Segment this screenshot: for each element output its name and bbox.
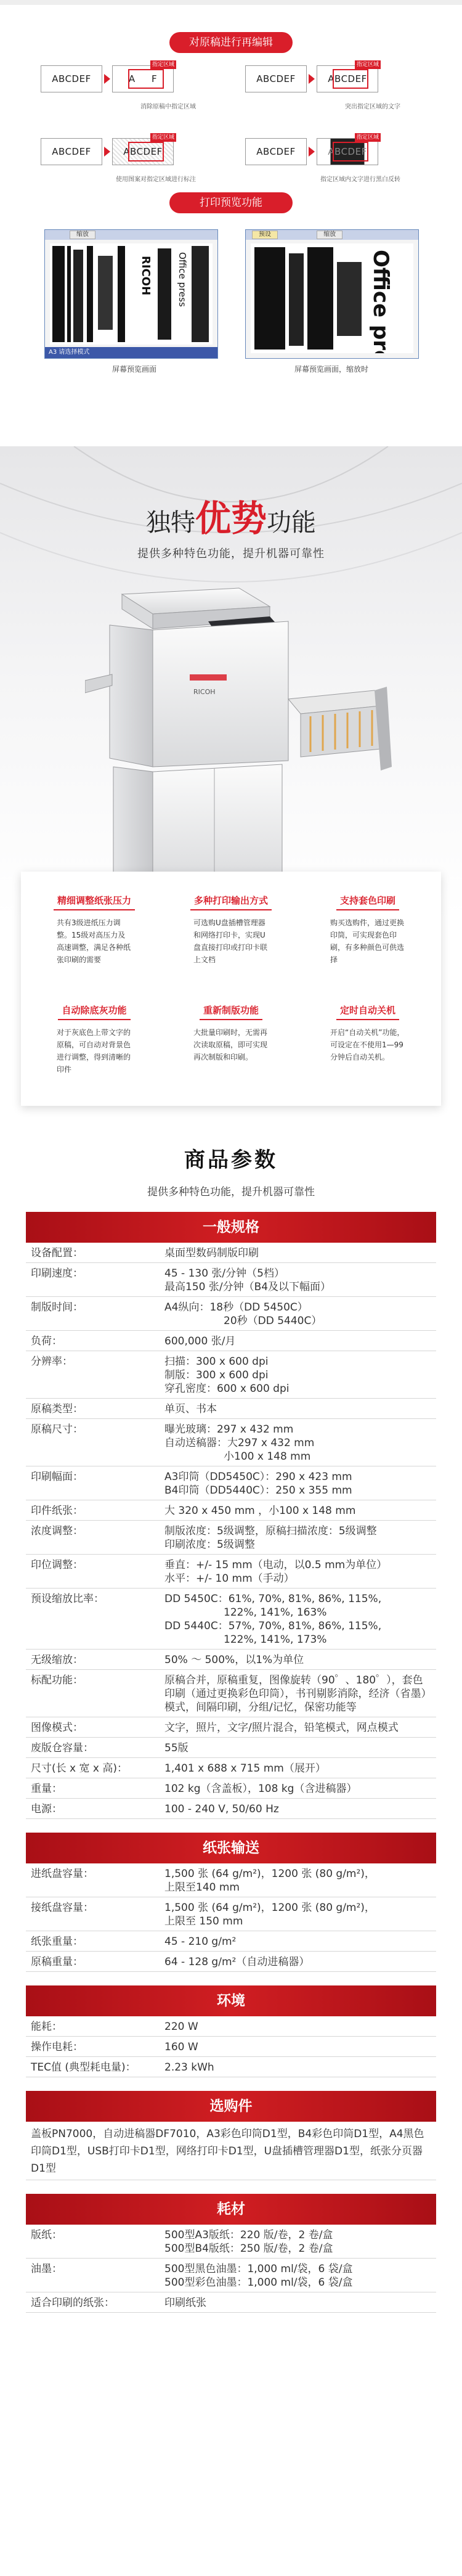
table-row [26,1263,436,1297]
row-key: 图像模式： [31,1722,83,1734]
result-box: ABCDEF [317,138,378,165]
row-value: 160 W [164,2041,198,2053]
table-row [26,1897,436,1931]
table-row [26,2259,436,2292]
svg-text:Office press: Office press [368,250,393,353]
row-key: 原稿重量： [31,1956,83,1968]
table-row [26,1331,436,1351]
table-row [26,1717,436,1738]
preview-canvas [50,243,213,345]
table-row [26,1650,436,1670]
area-tag: 指定区域 [355,60,381,69]
result-box: ABCDEF [112,138,174,165]
table-row [26,2122,436,2180]
area-tag: 指定区域 [355,133,381,142]
table-row [26,2225,436,2259]
row-value: 盖板PN7000，自动进稿器DF7010，A3彩色印筒D1型，B4彩色印筒D1型，A4黑色印筒D1型，USB打印卡D1型，网络打印卡D1型，U盘插槽管理器D1型，纸张分页器D1型 [31,2128,424,2175]
table-row [26,1419,436,1466]
table-row [26,1521,436,1555]
row-value: 印刷纸张 [164,2297,206,2309]
top-band [0,0,462,5]
area-highlight [128,142,164,162]
result-box: ABCDEF [317,65,378,92]
svg-text:Office press: Office press [177,252,188,307]
section-header-general: 一般规格 [26,1212,436,1243]
table-row [26,2292,436,2313]
feature-title: 自动除底灰功能 [58,1004,130,1020]
duplicator-illustration [85,582,393,909]
zoom-button[interactable]: 缩放 [70,231,95,239]
screen-toolbar [246,230,418,240]
feature-remake-master [172,1004,290,1063]
edit-item-pattern [30,134,239,197]
screen-toolbar [45,230,217,240]
row-key: 电源： [31,1803,62,1815]
row-key: 纸张重量： [31,1936,83,1948]
preview-section [0,187,462,446]
row-value: 500型黑色油墨：1,000 ml/袋，6 袋/盒 500型彩色油墨：1,000 ml/袋，6 袋/盒 [164,2263,353,2289]
row-key: 原稿尺寸： [31,1423,83,1436]
table-row [26,1670,436,1717]
row-value: 102 kg（含盖板），108 kg（含进稿器） [164,1783,357,1795]
arrow-right-icon [104,147,110,157]
row-key: 印件纸张： [31,1505,83,1517]
table-row [26,1500,436,1521]
edit-item-erase [30,62,239,125]
table-row [26,1351,436,1399]
svg-text:RICOH: RICOH [193,688,216,696]
row-key: 适合印刷的纸张： [31,2297,115,2309]
row-key: 无级缩放： [31,1654,83,1666]
area-highlight [333,69,368,89]
feature-auto-off [309,1004,426,1063]
spec-subtitle: 提供多种特色功能，提升机器可靠性 [147,1186,315,1198]
row-value: 45 - 210 g/m² [164,1936,237,1948]
row-value: 55版 [164,1742,188,1754]
section-header-paper: 纸张输送 [26,1833,436,1863]
row-key: 尺寸(长 x 宽 x 高)： [31,1762,128,1775]
row-value: 原稿合并，原稿重复，图像旋转（90゜、180゜），套色印刷（通过更换彩色印筒），书刊剔影消除，经济（省墨）模式，间隔印刷，分组/记忆，保密功能等 [164,1674,432,1714]
preset-button[interactable]: 预设 [252,231,278,239]
preview-image-zoom [251,243,413,353]
section-header-options: 选购件 [26,2091,436,2122]
row-value: 大 320 x 450 mm ，小100 x 148 mm [164,1505,356,1517]
row-key: 进纸盘容量： [31,1868,94,1880]
row-value: 制版浓度：5级调整，原稿扫描浓度：5级调整 印刷浓度：5级调整 [164,1525,377,1551]
edit-grid [0,62,462,207]
table-row [26,1243,436,1263]
feature-hero [0,446,462,1118]
row-key: TEC值 (典型耗电量)： [31,2061,136,2074]
feature-title: 多种打印输出方式 [190,894,272,910]
screen-status: A3 请选择模式 [45,347,217,358]
section-header-supplies: 耗材 [26,2194,436,2225]
row-value: 单页、书本 [164,1403,217,1415]
arrow-right-icon [309,74,315,84]
row-value: 1,500 张 (64 g/m²)，1200 张 (80 g/m²)， 上限至 150 mm [164,1902,375,1928]
feature-title: 重新制版功能 [200,1004,262,1020]
row-value: 2.23 kWh [164,2061,214,2074]
row-key: 印刷幅面： [31,1471,83,1483]
hero-heading [0,489,462,561]
row-value: 500型A3版纸：220 版/卷，2 卷/盒 500型B4版纸：250 版/卷，2 卷/盒 [164,2229,333,2255]
row-key: 分辨率： [31,1355,73,1368]
row-value: 600,000 张/月 [164,1335,236,1347]
row-key: 印刷速度： [31,1267,83,1280]
feature-desc: 开启“自动关机”功能，可设定在不使用1—99分钟后自动关机。 [330,1028,405,1061]
original-box: ABCDEF [245,65,307,92]
table-row [26,1297,436,1331]
row-value: 扫描：300 x 600 dpi 制版：300 x 600 dpi 穿孔密度：600 x 600 dpi [164,1355,290,1395]
edit-caption: 指定区域内文字进行黑白反转 [320,176,400,183]
row-key: 设备配置： [31,1247,83,1259]
preview-caption-zoom: 屏幕预览画面，缩放时 [294,365,369,374]
preview-screen-zoom [245,229,419,359]
svg-text:RICOH: RICOH [139,256,152,296]
row-key: 印位调整： [31,1559,83,1571]
table-row [26,1758,436,1778]
row-value: 50% ～ 500%，以1%为单位 [164,1654,304,1666]
spec-title: 商品参数 [184,1148,278,1172]
row-value: DD 5450C：61%, 70%, 81%, 86%, 115%, 122%, 141%, 163% DD 5440C：57%, 70%, 81%, 86%, 115%, 122%, 141%, 173% [164,1593,382,1646]
row-key: 废版仓容量： [31,1742,94,1754]
row-key: 版纸： [31,2229,62,2241]
table-row [26,2057,436,2077]
table-row [26,1931,436,1952]
table-row [26,2016,436,2037]
feature-background-removal [36,1004,153,1076]
row-value: 1,401 x 688 x 715 mm（展开） [164,1762,326,1775]
row-value: 100 - 240 V, 50/60 Hz [164,1803,279,1815]
row-value: 1,500 张 (64 g/m²)，1200 张 (80 g/m²)， 上限至140 mm [164,1868,375,1894]
preview-caption-normal: 屏幕预览画面 [112,365,157,374]
area-highlight [128,69,164,89]
preview-pill: 打印预览功能 [169,192,293,213]
title-pre: 独特 [145,509,195,537]
table-row [26,1952,436,1972]
original-box: ABCDEF [41,138,102,165]
edit-caption: 使用图案对指定区域进行标注 [116,176,196,183]
table-row [26,1738,436,1758]
edit-pill: 对原稿进行再编辑 [169,32,293,53]
row-key: 原稿类型： [31,1403,83,1415]
table-row [26,1555,436,1589]
feature-desc: 对于灰底色上带文字的原稿，可自动对背景色进行调整，得到清晰的印件 [57,1028,131,1074]
edit-caption: 突出指定区域的文字 [345,104,400,110]
preview-screen-normal [44,229,218,359]
feature-desc: 共有3级进纸压力调整。15级对高压力及高速调整，满足各种纸张印刷的需要 [57,918,131,964]
arrow-right-icon [309,147,315,157]
zoom-button[interactable]: 缩放 [317,231,342,239]
feature-color-print [309,894,426,966]
row-key: 接纸盘容量： [31,1902,94,1914]
row-value: 垂直：+/- 15 mm（电动，以0.5 mm为单位） 水平：+/- 10 mm（手动） [164,1559,387,1585]
table-row [26,1399,436,1419]
area-highlight [333,142,368,162]
row-key: 油墨： [31,2263,62,2275]
spec-table [26,1212,436,2313]
area-tag: 指定区域 [150,60,176,69]
result-box: A F [112,65,174,92]
preview-wrap [0,223,462,427]
original-box: ABCDEF [245,138,307,165]
feature-desc: 可选购U盘插槽管理器和网络打印卡，实现U盘直接打印或打印卡联上文档 [193,918,268,964]
row-value: 220 W [164,2021,198,2033]
title-post: 功能 [267,509,316,537]
hero-subtitle: 提供多种特色功能，提升机器可靠性 [137,547,325,560]
table-row [26,1863,436,1897]
table-row [26,1778,436,1799]
table-row [26,1589,436,1650]
row-key: 负荷： [31,1335,62,1347]
arrow-right-icon [104,74,110,84]
row-key: 预设缩放比率： [31,1593,104,1605]
table-row [26,2037,436,2057]
row-key: 制版时间： [31,1301,83,1314]
row-key: 标配功能： [31,1674,83,1687]
feature-title: 定时自动关机 [336,1004,399,1020]
table-row [26,1799,436,1819]
row-value: 45 - 130 张/分钟（5档） 最高150 张/分钟（B4及以下幅面） [164,1267,331,1293]
feature-paper-pressure [36,894,153,966]
row-value: 64 - 128 g/m²（自动进稿器） [164,1956,310,1968]
section-header-environment: 环境 [26,1985,436,2016]
preview-canvas [251,243,413,353]
row-value: A3印筒（DD5450C）：290 x 423 mm B4印筒（DD5440C）：250 x 355 mm [164,1471,352,1497]
edit-item-highlight [234,62,444,125]
row-key: 能耗： [31,2021,62,2033]
original-box: ABCDEF [41,65,102,92]
row-key: 操作电耗： [31,2041,83,2053]
feature-desc: 购买选购件，通过更换印筒，可实现套色印刷，有多种颜色可供选择 [330,918,405,964]
edit-section [0,5,462,187]
edit-item-invert [234,134,444,197]
feature-desc: 大批量印刷时，无需再次读取原稿，即可实现再次制版和印刷。 [193,1028,268,1061]
hero-title [0,489,462,541]
row-key: 浓度调整： [31,1525,83,1537]
feature-output-modes [172,894,290,966]
row-value: 文字，照片，文字/照片混合，铅笔模式，网点模式 [164,1722,399,1734]
feature-title: 精细调整纸张压力 [54,894,135,910]
edit-caption: 消除原稿中指定区域 [140,104,196,110]
spec-section [0,1143,462,2313]
title-highlight: 优势 [195,497,267,539]
area-tag: 指定区域 [150,133,176,142]
row-value: 桌面型数码制版印刷 [164,1247,259,1259]
feature-title: 支持套色印刷 [336,894,399,910]
row-key: 重量： [31,1783,62,1795]
row-value: A4纵向：18秒（DD 5450C） 20秒（DD 5440C） [164,1301,322,1327]
preview-image [50,243,213,345]
feature-card [21,872,441,1106]
row-value: 曝光玻璃：297 x 432 mm 自动送稿器：大297 x 432 mm 小100 x 148 mm [164,1423,315,1463]
table-row [26,1466,436,1500]
